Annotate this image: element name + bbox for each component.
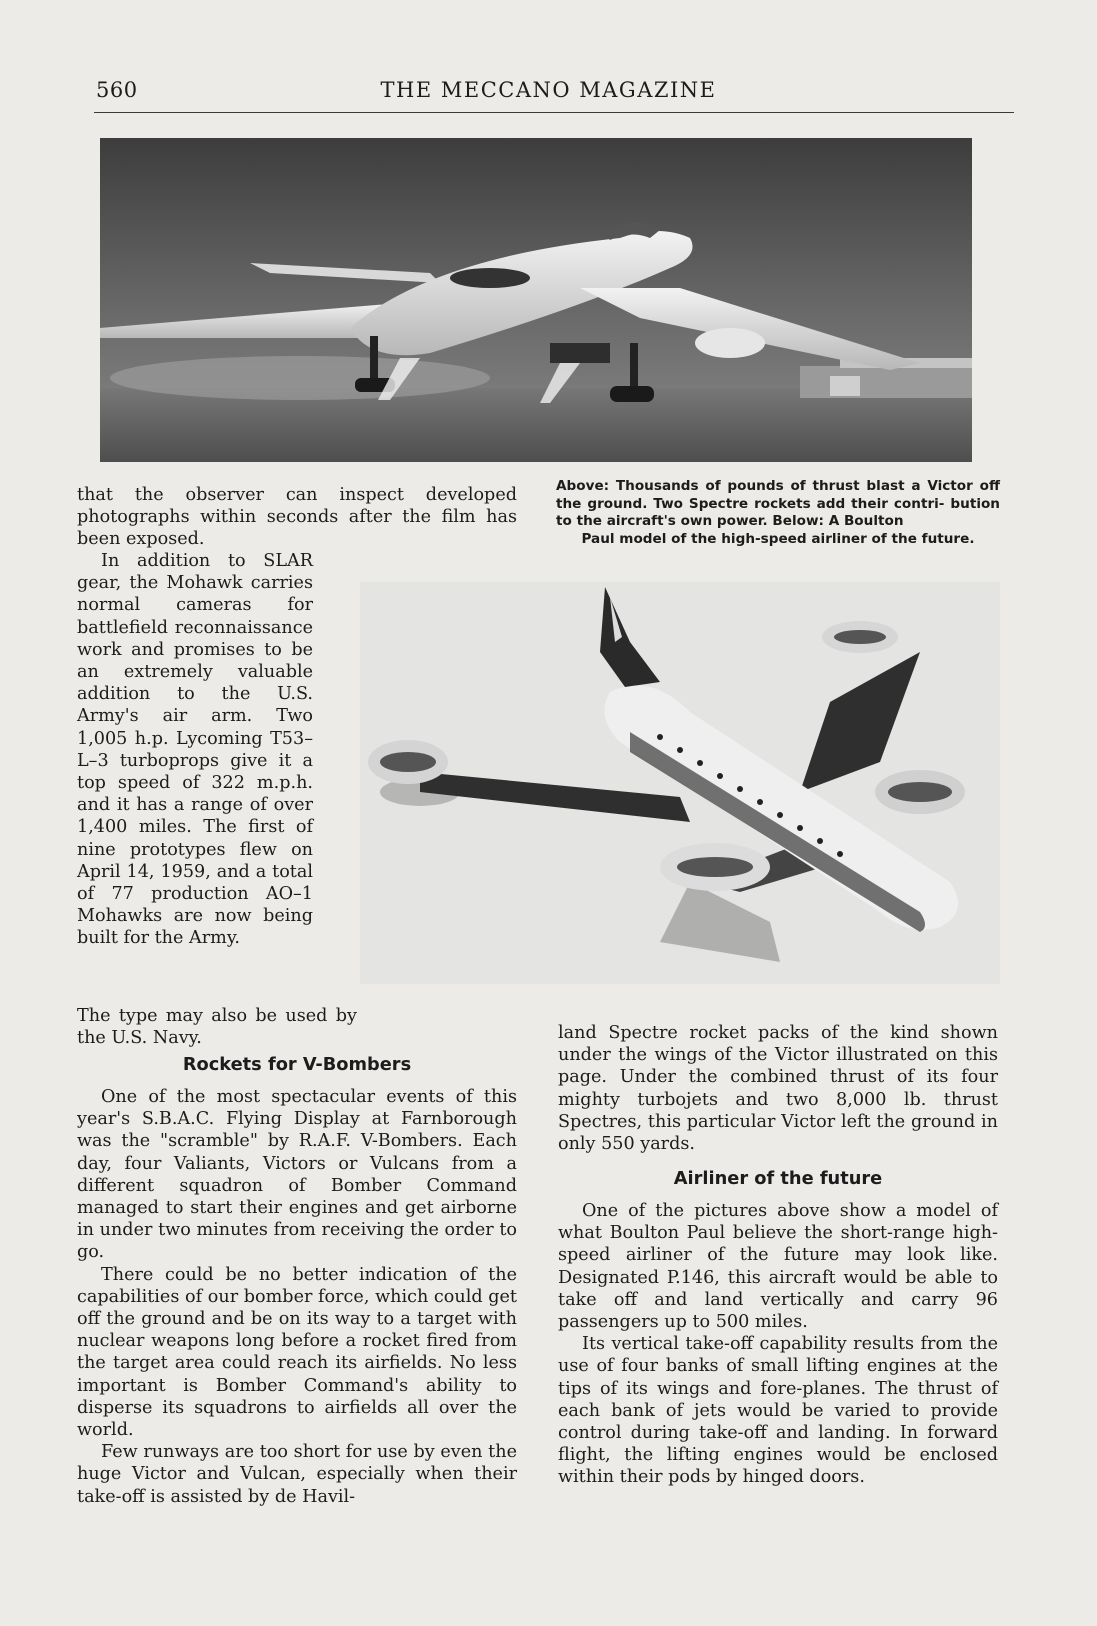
caption-line-1: Above: Thousands of pounds of thrust blast a Victor bbox=[556, 478, 973, 494]
intro-text: that the observer can inspect developed photographs within seconds after the film has been exposed. bbox=[77, 485, 517, 550]
airliner-paragraph-2: Its vertical take-off capability results from the use of four banks of small lifting engines at the tips of its wings and fore-planes. The thrust of each bank of jets would be varied to provide control during take-off and landing. In forward flight, the lifting engines would be enclosed within their pods by hinged doors. bbox=[558, 1334, 998, 1488]
mohawk-end-text: The type may also be used by the U.S. Navy. bbox=[77, 1006, 357, 1049]
rockets-section bbox=[77, 1086, 517, 1508]
heading-airliner: Airliner of the future bbox=[673, 1168, 883, 1189]
heading-rockets: Rockets for V-Bombers bbox=[182, 1054, 412, 1075]
rockets-continued bbox=[558, 1022, 998, 1155]
rockets-paragraph-3: Few runways are too short for use by even the huge Victor and Vulcan, especially when their take-off is assisted by de Havil- bbox=[77, 1442, 517, 1507]
victor-bomber-photo bbox=[100, 138, 972, 462]
caption-line-4: Paul model of the high-speed airliner of the future. bbox=[581, 530, 975, 547]
mohawk-text: In addition to SLAR gear, the Mohawk carries normal cameras for battlefield reconnaissance work and promises to be an extremely valuable addition to the U.S. Army's air arm. Two 1,005 h.p. Lycoming T53–L–3 turboprops give it a top speed of 322 m.p.h. and it has a range of over 1,400 miles. The first of nine prototypes flew on April 14, 1959, and a total of 77 production AO–1 Mohawks are now being built for the Army. bbox=[77, 551, 313, 949]
rockets-paragraph-2: There could be no better indication of the capabilities of our bomber force, which could get off the ground and be on its way to a target with nuclear weapons long before a rocket fired from the target area could reach its airfields. No less important is Bomber Command's ability to disperse its squadrons to airfields all over the world. bbox=[77, 1264, 517, 1441]
page-number: 560 bbox=[96, 78, 138, 102]
rockets-continued-text: land Spectre rocket packs of the kind shown under the wings of the Victor illustrated on this page. Under the combined thrust of its four mighty turbojets and two 8,000 lb. thrust Spectres, this particular Victor left the ground in only 550 yards. bbox=[558, 1023, 998, 1155]
intro-paragraph bbox=[77, 484, 517, 551]
rockets-paragraph-1: One of the most spectacular events of this year's S.B.A.C. Flying Display at Farnborough was the "scramble" by R.A.F. V-Bombers. Each day, four Valiants, Victors or Vulcans from a different squadron of Bomber Command managed to start their engines and get airborne in under two minutes from receiving the order to go. bbox=[77, 1087, 517, 1263]
boulton-paul-airliner-model-photo bbox=[360, 582, 1000, 984]
airliner-section bbox=[558, 1200, 998, 1489]
mohawk-paragraph-end bbox=[77, 1005, 357, 1049]
caption-line-2: off the ground. Two Spectre rockets add their contri- bbox=[556, 478, 1001, 512]
caption-line-3: bution to the aircraft's own power. Below: A Boulton bbox=[556, 495, 1000, 529]
mohawk-paragraph bbox=[77, 550, 313, 950]
airliner-paragraph-1: One of the pictures above show a model of what Boulton Paul believe the short-range high-speed airliner of the future may look like. Designated P.146, this aircraft would be able to take off and land vertically and carry 96 passengers up to 500 miles. bbox=[558, 1201, 998, 1333]
header-rule bbox=[94, 112, 1014, 113]
running-head: THE MECCANO MAGAZINE bbox=[380, 78, 717, 102]
photo-caption bbox=[556, 478, 1000, 548]
